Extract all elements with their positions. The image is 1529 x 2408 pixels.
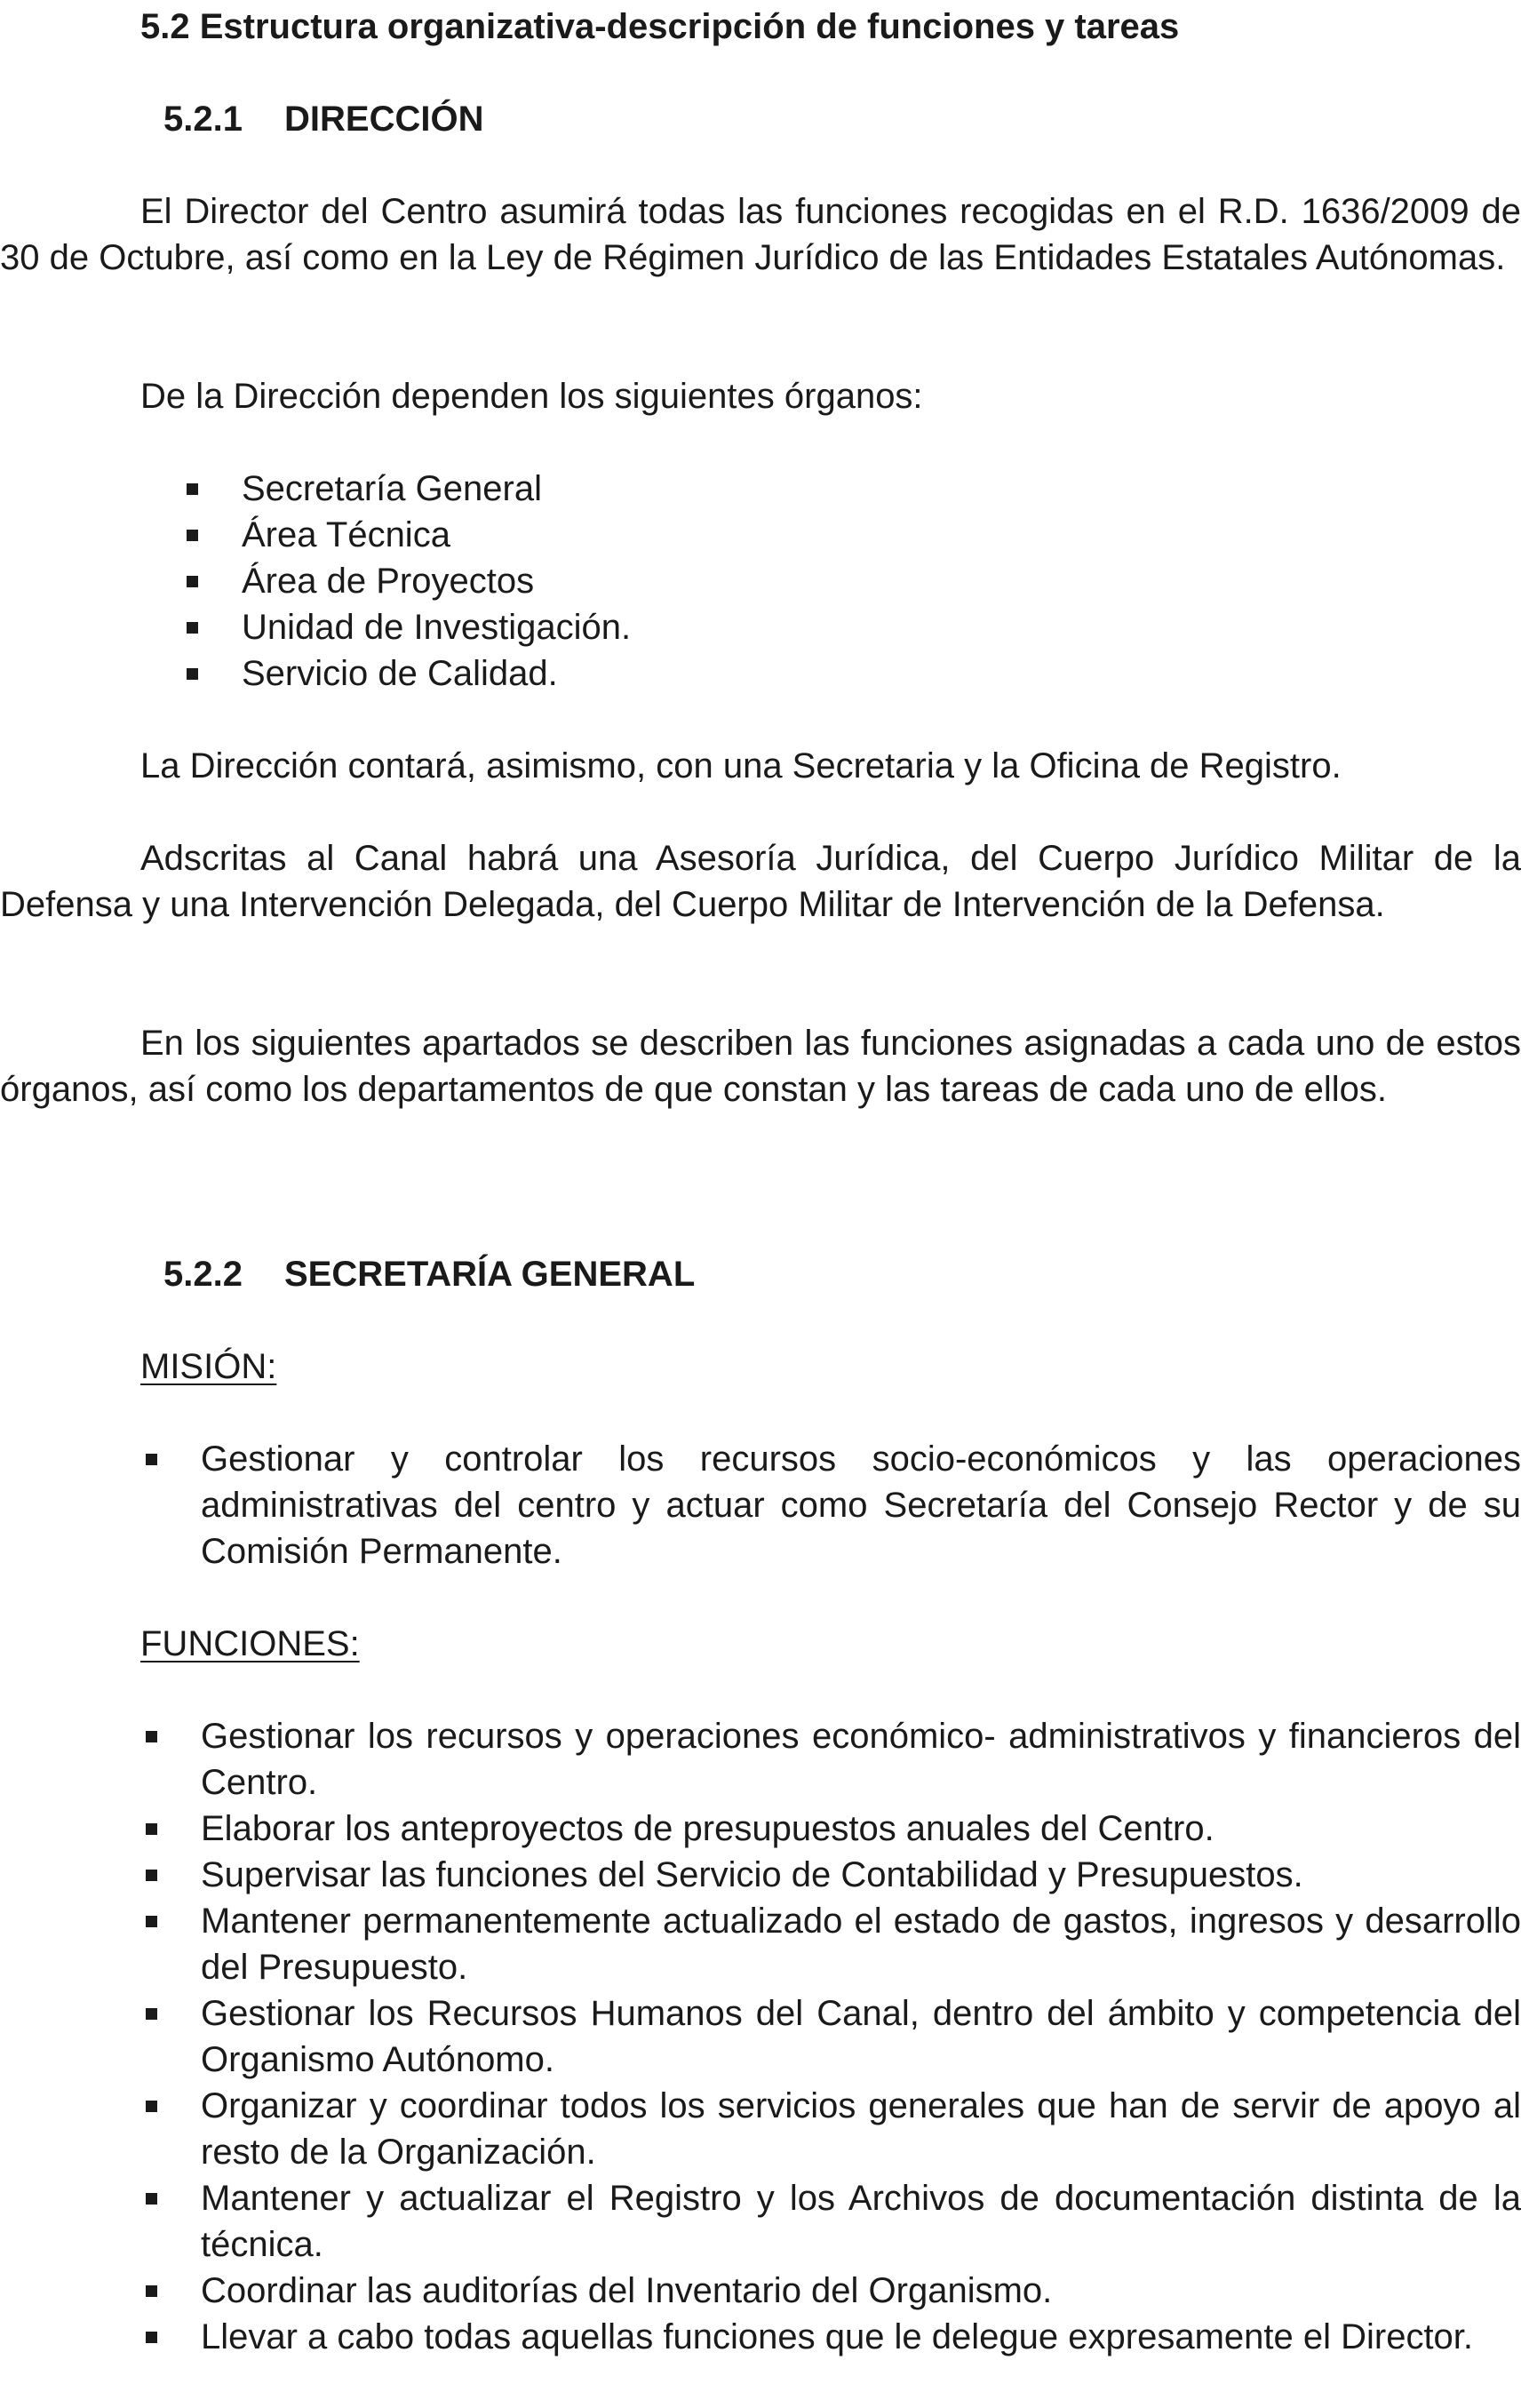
list-item: [0, 1436, 1521, 1575]
list-item: [0, 466, 631, 512]
list-item: [0, 1990, 1521, 2083]
paragraph-director-funciones: El Director del Centro asumirá todas las funciones recogidas en el R.D. 1636/2009 de 30 de Octubre, así como en la Ley de Régimen Jurídico de las Entidades Estatales Autónomas.: [0, 192, 1521, 277]
heading-secretaria-general: [163, 1251, 695, 1297]
list-item: [0, 512, 631, 558]
list-item-text: Servicio de Calidad.: [242, 654, 558, 693]
list-item-text: Coordinar las auditorías del Inventario del Organismo.: [201, 2271, 1053, 2310]
heading-text: SECRETARÍA GENERAL: [284, 1255, 696, 1294]
list-item-text: Llevar a cabo todas aquellas funciones que le delegue expresamente el Director.: [201, 2317, 1474, 2356]
list-item-text: Supervisar las funciones del Servicio de Contabilidad y Presupuestos.: [201, 1855, 1303, 1894]
mision-label: MISIÓN:: [140, 1347, 277, 1386]
funciones-label: FUNCIONES:: [140, 1624, 360, 1663]
list-item-text: Elaborar los anteproyectos de presupuestos anuales del Centro.: [201, 1809, 1214, 1848]
section-title: 5.2 Estructura organizativa-descripción de funciones y tareas: [140, 7, 1180, 46]
paragraph-asesoria: Adscritas al Canal habrá una Asesoría Jurídica, del Cuerpo Jurídico Militar de la Defensa y una Intervención Delegada, del Cuerpo Militar de Intervención de la Defensa.: [0, 839, 1521, 924]
square-bullet-icon: [146, 1916, 157, 1927]
heading-number: 5.2.1: [163, 100, 243, 139]
list-item: [0, 2268, 1521, 2314]
list-item-text: Gestionar y controlar los recursos socio-económicos y las operaciones administrativas del centro y actuar como Secretaría del Consejo Rector y de su Comisión Permanente.: [201, 1439, 1521, 1571]
list-item-text: Mantener permanentemente actualizado el estado de gastos, ingresos y desarrollo del Presupuesto.: [201, 1902, 1521, 1987]
list-item: [0, 1713, 1521, 1806]
square-bullet-icon: [146, 2008, 157, 2020]
list-item: [0, 2175, 1521, 2268]
list-item-text: Gestionar los Recursos Humanos del Canal, dentro del ámbito y competencia del Organismo Autónomo.: [201, 1994, 1521, 2079]
square-bullet-icon: [146, 2332, 157, 2343]
heading-number: 5.2.2: [163, 1255, 243, 1294]
square-bullet-icon: [146, 1823, 157, 1835]
paragraph-apartados: En los siguientes apartados se describen las funciones asignadas a cada uno de estos órganos, así como los departamentos de que constan y las tareas de cada uno de ellos.: [0, 1024, 1521, 1109]
paragraph-secretaria-registro: La Dirección contará, asimismo, con una Secretaria y la Oficina de Registro.: [140, 746, 1342, 785]
list-item-text: Área de Proyectos: [242, 562, 535, 601]
list-item-text: Unidad de Investigación.: [242, 608, 632, 647]
list-item: [0, 1898, 1521, 1990]
square-bullet-icon: [146, 2193, 157, 2205]
square-bullet-icon: [146, 1731, 157, 1742]
square-bullet-icon: [187, 530, 198, 541]
list-item: [0, 558, 631, 604]
square-bullet-icon: [187, 622, 198, 634]
list-item-text: Secretaría General: [242, 469, 542, 508]
list-item-text: Organizar y coordinar todos los servicios generales que han de servir de apoyo al resto de la Organización.: [201, 2086, 1521, 2172]
heading-direccion: [163, 96, 483, 142]
list-item: [0, 1806, 1521, 1852]
square-bullet-icon: [146, 2101, 157, 2112]
heading-text: DIRECCIÓN: [284, 100, 484, 139]
organos-list: [0, 466, 631, 697]
list-item: [0, 2314, 1521, 2360]
list-item: [0, 604, 631, 650]
square-bullet-icon: [187, 668, 198, 680]
list-item: [0, 650, 631, 697]
list-item-text: Mantener y actualizar el Registro y los Archivos de documentación distinta de la técnica.: [201, 2179, 1521, 2264]
square-bullet-icon: [146, 1454, 157, 1465]
funciones-list: [0, 1713, 1521, 2360]
square-bullet-icon: [187, 483, 198, 495]
square-bullet-icon: [187, 576, 198, 587]
list-item: [0, 2083, 1521, 2175]
list-item: [0, 1852, 1521, 1898]
list-item-text: Gestionar los recursos y operaciones económico- administrativos y financieros del Centro.: [201, 1717, 1521, 1802]
square-bullet-icon: [146, 2285, 157, 2297]
paragraph-organos-intro: De la Dirección dependen los siguientes órganos:: [140, 377, 923, 416]
list-item-text: Área Técnica: [242, 515, 450, 554]
mision-list: [0, 1436, 1521, 1575]
square-bullet-icon: [146, 1870, 157, 1881]
